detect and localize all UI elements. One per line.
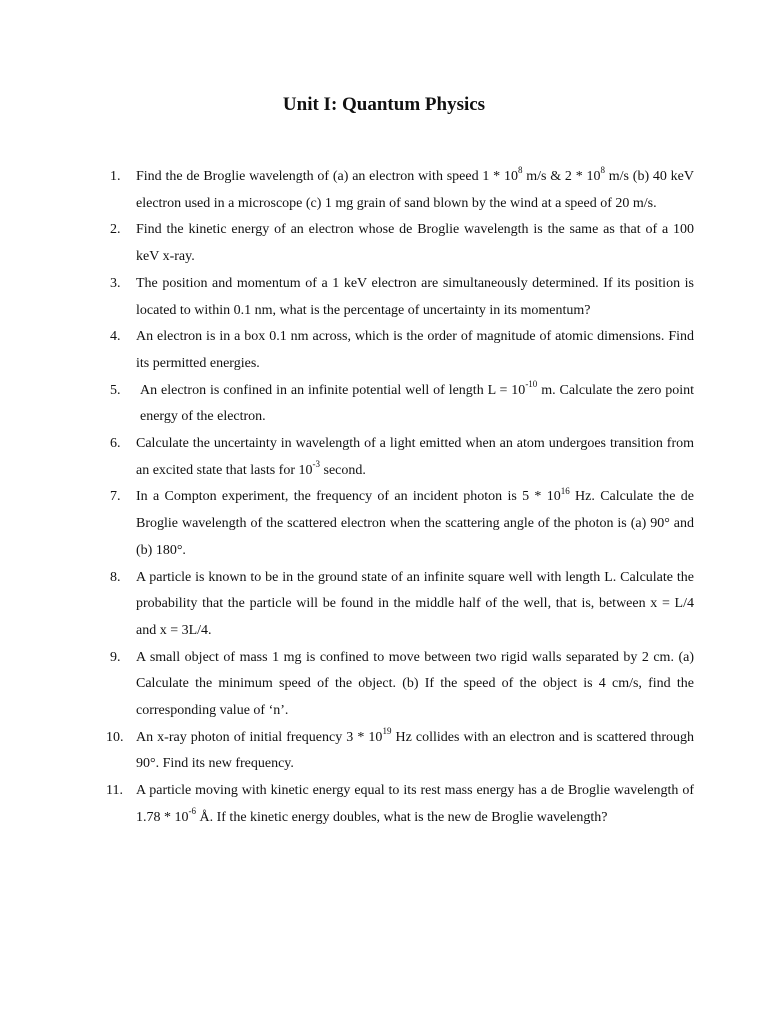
page-title: Unit I: Quantum Physics <box>282 94 486 115</box>
text-run: Calculate the uncertainty in wavelength of a light emitted when an atom undergoes transition from an excited state that lasts for 10 <box>136 436 694 478</box>
question-item <box>0 431 768 484</box>
text-run: Å. If the kinetic energy doubles, what is the new de Broglie wavelength? <box>196 809 608 825</box>
question-item <box>0 378 768 431</box>
text-run: Hz. Calculate the de Broglie wavelength of the scattered electron when the scattering angle of the photon is (a) 90° and (b) 180°. <box>136 489 694 558</box>
question-text <box>136 783 694 825</box>
question-item <box>0 271 768 324</box>
question-number: 10. <box>106 729 124 745</box>
text-run: An electron is confined in an infinite potential well of length L = 10 <box>140 382 526 398</box>
exponent: 16 <box>560 485 570 496</box>
text-run: Hz collides with an electron and is scattered through 90°. Find its new frequency. <box>136 729 695 772</box>
question-text <box>136 650 694 718</box>
question-text <box>136 222 694 264</box>
question-text <box>136 378 694 431</box>
question-item <box>0 164 768 217</box>
question-text <box>136 329 694 371</box>
question-text <box>136 165 694 211</box>
text-run: A particle moving with kinetic energy equal to its rest mass energy has a de Broglie wavelength of 1.78 * 10 <box>136 783 694 825</box>
text-run: A particle is known to be in the ground state of an infinite square well with length L. Calculate the probability that the particle will be found in the middle half of the well, that is, between x = L/4 and x = 3L/4. <box>136 569 694 638</box>
exponent: 8 <box>600 165 605 176</box>
exponent: -3 <box>312 459 320 470</box>
question-text <box>136 436 694 478</box>
text-run: Find the kinetic energy of an electron whose de Broglie wavelength is the same as that of a 100 keV x-ray. <box>136 222 694 265</box>
exponent: 8 <box>517 165 523 176</box>
question-number: 7. <box>110 489 121 505</box>
question-number: 3. <box>110 275 121 291</box>
text-run: A small object of mass 1 mg is confined to move between two rigid walls separated by 2 cm. (a) Calculate the minimum speed of the object. (b) If the speed of the object is 4 cm/s, find the corresponding value of ‘n’. <box>136 649 694 719</box>
question-item <box>0 217 768 270</box>
question-item <box>0 725 768 778</box>
question-item <box>0 565 768 645</box>
question-item <box>0 324 768 377</box>
exponent: -6 <box>188 806 196 817</box>
exponent: 19 <box>382 726 392 737</box>
text-run: In a Compton experiment, the frequency of an incident photon is 5 * 10 <box>136 489 561 505</box>
question-item <box>0 645 768 725</box>
question-text <box>136 485 694 558</box>
text-run: second. <box>320 462 366 478</box>
question-number: 6. <box>110 436 121 452</box>
question-text <box>136 570 694 638</box>
question-text <box>136 726 695 772</box>
exponent: -10 <box>525 378 538 389</box>
question-number: 1. <box>110 169 121 184</box>
text-run: m. Calculate the zero point energy of the electron. <box>140 382 694 425</box>
text-run: The position and momentum of a 1 keV electron are simultaneously determined. If its position is located to within 0.1 nm, what is the percentage of uncertainty in its momentum? <box>136 275 694 318</box>
question-number: 4. <box>110 329 121 345</box>
text-run: m/s & 2 * 10 <box>522 169 601 184</box>
question-item <box>0 484 768 564</box>
text-run: m/s (b) 40 keV electron used in a microscope (c) 1 mg grain of sand blown by the wind at a speed of 20 m/s. <box>136 169 694 211</box>
question-number: 11. <box>106 783 123 799</box>
text-run: An electron is in a box 0.1 nm across, which is the order of magnitude of atomic dimensions. Find its permitted energies. <box>136 329 694 371</box>
question-item <box>0 778 768 831</box>
question-number: 2. <box>110 222 121 238</box>
text-run: An x-ray photon of initial frequency 3 * 10 <box>136 729 383 745</box>
text-run: Find the de Broglie wavelength of (a) an electron with speed 1 * 10 <box>136 169 518 184</box>
question-list <box>0 164 768 832</box>
question-text <box>136 276 694 318</box>
question-number: 5. <box>110 382 121 398</box>
question-number: 8. <box>110 569 121 585</box>
question-number: 9. <box>110 649 121 665</box>
